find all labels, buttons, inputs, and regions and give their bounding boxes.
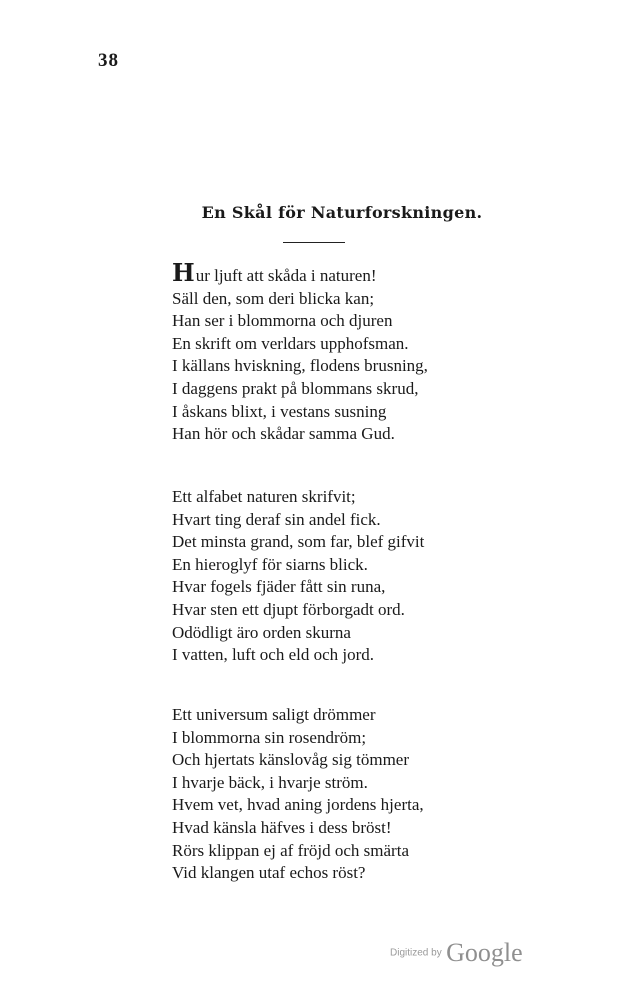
poem-line: I åskans blixt, i vestans susning: [172, 401, 387, 421]
stanza-2: [172, 486, 424, 667]
stanza-1: [172, 258, 428, 446]
digitized-footer: [390, 938, 523, 968]
poem-line: Ett alfabet naturen skrifvit;: [172, 487, 356, 506]
poem-line: Odödligt äro orden skurna: [172, 622, 351, 642]
poem-line: Vid klangen utaf echos röst?: [172, 863, 366, 883]
page-number: 38: [98, 50, 119, 71]
poem-line: Säll den, som deri blicka kan;: [172, 288, 375, 308]
poem-line: Hvem vet, hvad aning jordens hjerta,: [172, 795, 424, 815]
stanza-3: [172, 704, 424, 885]
google-logo: Google: [446, 938, 523, 967]
poem-line: I daggens prakt på blommans skrud,: [172, 378, 419, 398]
poem-line: Hvad känsla häfves i dess bröst!: [172, 817, 392, 837]
poem-line: En hieroglyf för siarns blick.: [172, 554, 368, 574]
title-rule: [283, 242, 345, 243]
drop-cap: H: [172, 258, 195, 287]
poem-line: I vatten, luft och eld och jord.: [172, 645, 375, 665]
poem-title: En Skål för Naturforskningen.: [201, 203, 483, 222]
poem-line: Hvar fogels fjäder fått sin runa,: [172, 577, 386, 597]
poem-line: En skrift om verldars upphofsman.: [172, 333, 409, 353]
poem-line: I hvarje bäck, i hvarje ström.: [172, 772, 368, 792]
poem-line: Han ser i blommorna och djuren: [172, 311, 393, 331]
poem-line: Hur ljuft att skåda i naturen!: [172, 258, 377, 287]
poem-line: Han hör och skådar samma Gud.: [172, 424, 395, 444]
poem-line: Och hjertats känslovåg sig tömmer: [172, 750, 410, 770]
poem-line: Det minsta grand, som far, blef gifvit: [172, 532, 425, 552]
poem-line: I blommorna sin rosendröm;: [172, 727, 367, 747]
digitized-by-label: Digitized by: [390, 947, 442, 959]
poem-line: I källans hviskning, flodens brusning,: [172, 356, 428, 376]
poem-line: Hvart ting deraf sin andel fick.: [172, 509, 381, 529]
poem-line: Rörs klippan ej af fröjd och smärta: [172, 840, 409, 860]
poem-line: Ett universum saligt drömmer: [172, 705, 376, 724]
poem-line: Hvar sten ett djupt förborgadt ord.: [172, 599, 405, 619]
